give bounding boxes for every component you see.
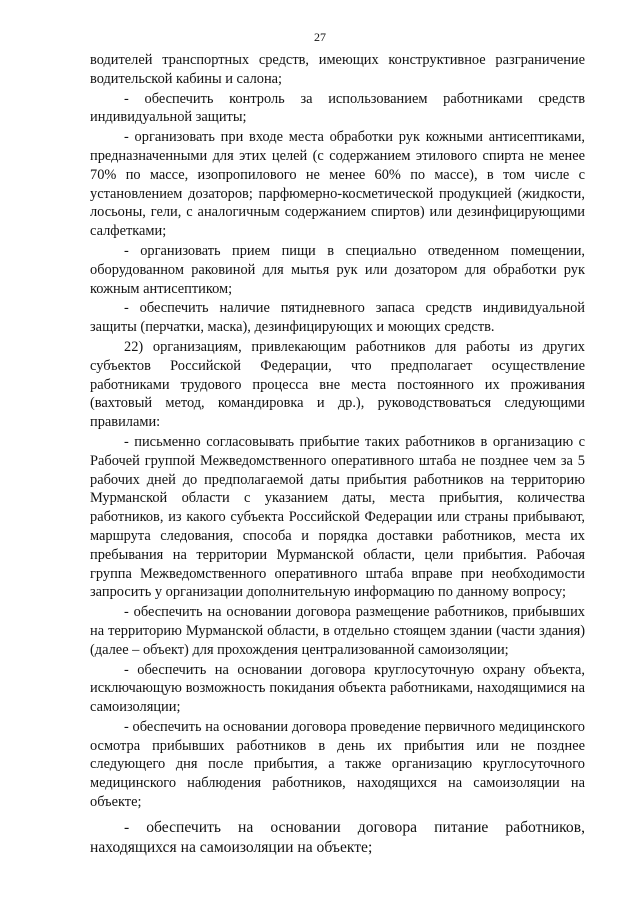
paragraph-item-22: 22) организациям, привлекающим работников для работы из других субъектов Российской Федерации, что предполагает осуществление работниками трудового процесса вне места постоянного их проживания (вахтовый метод, командировка и др.), руководствоваться следующими правилами: xyxy=(90,338,585,431)
paragraph-accommodation: - обеспечить на основании договора размещение работников, прибывших на территорию Мурманской области, в отдельно стоящем здании (части здания) (далее – объект) для прохождения централизованной самоизоляции; xyxy=(90,604,585,658)
paragraph-medical-exam: - обеспечить на основании договора проведение первичного медицинского осмотра прибывших работников в день их прибытия или не позднее следующего дня после прибытия, а также организацию круглосуточного медицинского наблюдения работников, находящихся на самоизоляции на объекте; xyxy=(90,718,585,811)
paragraph-hand-antiseptics: - организовать при входе места обработки рук кожными антисептиками, предназначенными для этих целей (с содержанием этилового спирта не менее 70% по массе, изопропилового не менее 60% по массе), в том числе с установлением дозаторов; парфюмерно-косметической продукцией (жидкости, лосьоны, гели, с аналогичным содержанием спиртов) или дезинфицирующими салфетками; xyxy=(90,129,585,240)
paragraph-ppe-control: - обеспечить контроль за использованием работниками средств индивидуальной защиты; xyxy=(90,90,585,126)
page-number: 27 xyxy=(314,30,326,44)
document-body xyxy=(90,51,585,859)
paragraph-continuation: водителей транспортных средств, имеющих конструктивное разграничение водительской кабины и салона; xyxy=(90,52,585,87)
paragraph-ppe-supply: - обеспечить наличие пятидневного запаса средств индивидуальной защиты (перчатки, маска), дезинфицирующих и моющих средств. xyxy=(90,300,585,336)
paragraph-security: - обеспечить на основании договора круглосуточную охрану объекта, исключающую возможность покидания объекта работниками, находящимися на самоизоляции; xyxy=(90,661,585,716)
paragraph-meals: - обеспечить на основании договора питание работников, находящихся на самоизоляции на объекте; xyxy=(90,818,585,856)
paragraph-arrival-approval: - письменно согласовывать прибытие таких работников в организацию с Рабочей группой Межведомственного оперативного штаба не позднее чем за 5 рабочих дней до предполагаемой даты прибытия работников на территорию Мурманской области с указанием даты, места прибытия, количества работников, из какого субъекта Российской Федерации или страны прибывают, маршрута следования, способа и порядка доставки работников, места их пребывания на территории Мурманской области, цели прибытия. Рабочая группа Межведомственного оперативного штаба вправе при необходимости запросить у организации дополнительную информацию по данному вопросу; xyxy=(90,433,585,601)
paragraph-meal-room: - организовать прием пищи в специально отведенном помещении, оборудованном раковиной для мытья рук или дозатором для обработки рук кожным антисептиком; xyxy=(90,242,585,297)
